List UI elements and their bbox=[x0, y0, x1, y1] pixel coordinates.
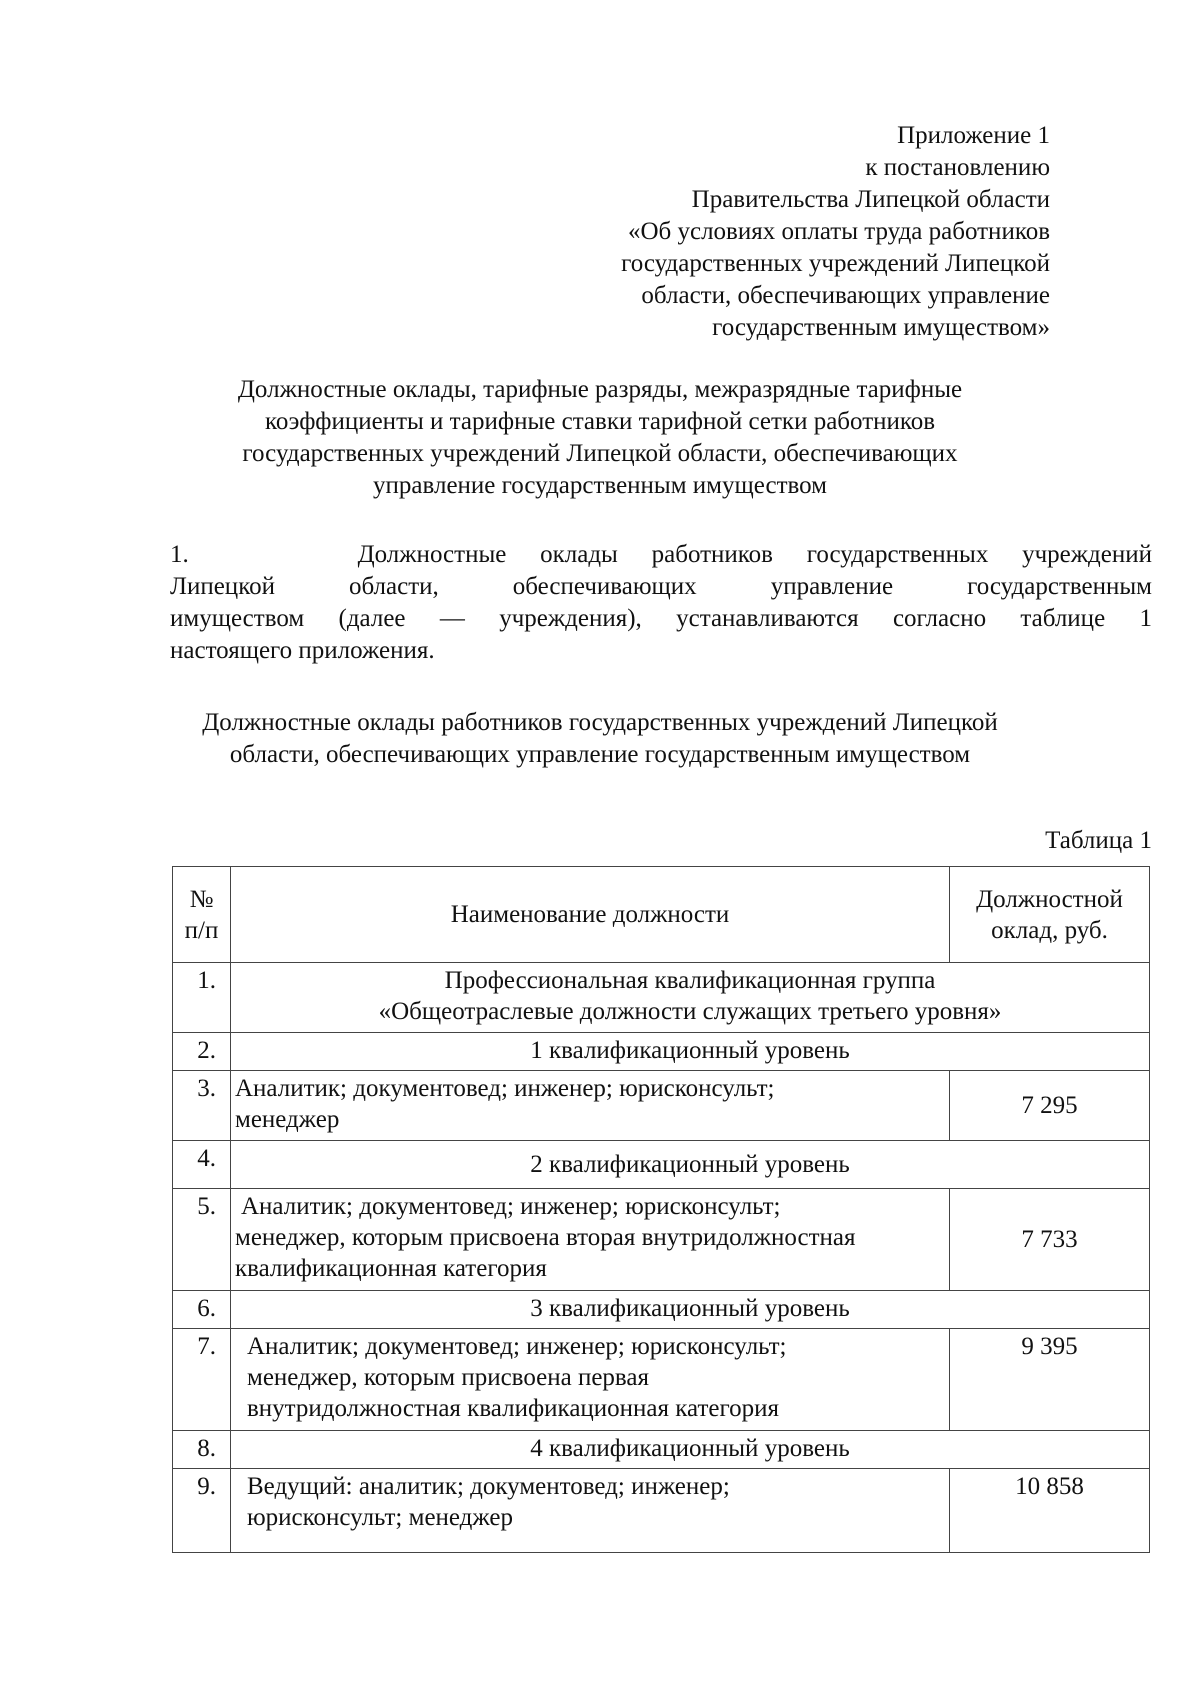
row-number: 4. bbox=[173, 1141, 231, 1189]
table-row bbox=[173, 963, 1150, 1033]
table-row bbox=[173, 1329, 1150, 1431]
position-cell bbox=[231, 1329, 950, 1431]
header-num bbox=[173, 867, 231, 963]
paragraph-line: настоящего приложения. bbox=[170, 637, 435, 664]
table-label: Таблица 1 bbox=[1045, 827, 1152, 854]
header-num-line: п/п bbox=[184, 916, 219, 944]
position-line: Аналитик; документовед; инженер; юрисконсульт; bbox=[235, 1075, 775, 1102]
paragraph-1 bbox=[170, 539, 1152, 667]
position-line: Аналитик; документовед; инженер; юрисконсульт; bbox=[241, 1193, 781, 1220]
position-line: юрисконсульт; менеджер bbox=[247, 1504, 513, 1531]
header-num-line: № bbox=[189, 885, 214, 913]
group-cell bbox=[231, 963, 1150, 1033]
table-row bbox=[173, 1033, 1150, 1071]
row-number: 3. bbox=[173, 1071, 231, 1141]
position-cell bbox=[231, 1469, 950, 1553]
row-number: 6. bbox=[173, 1291, 231, 1329]
table-row bbox=[173, 1141, 1150, 1189]
appendix-line: «Об условиях оплаты труда работников bbox=[627, 218, 1050, 245]
table-row bbox=[173, 1469, 1150, 1553]
level-cell: 3 квалификационный уровень bbox=[231, 1291, 1150, 1329]
position-line: менеджер, которым присвоена вторая внутридолжностная bbox=[235, 1224, 856, 1251]
table-row bbox=[173, 1071, 1150, 1141]
title-line: коэффициенты и тарифные ставки тарифной сетки работников bbox=[264, 408, 936, 435]
group-line: Профессиональная квалификационная группа bbox=[444, 967, 936, 994]
appendix-line: Приложение 1 bbox=[897, 122, 1050, 149]
row-number: 7. bbox=[173, 1329, 231, 1431]
salary-cell: 7 295 bbox=[950, 1071, 1150, 1141]
title-line: управление государственным имуществом bbox=[373, 472, 827, 499]
position-line: квалификационная категория bbox=[235, 1255, 547, 1282]
salary-cell: 7 733 bbox=[950, 1189, 1150, 1291]
level-cell: 1 квалификационный уровень bbox=[231, 1033, 1150, 1071]
paragraph-line: имуществом (далее — учреждения), устанавливаются согласно таблице 1 bbox=[170, 605, 1152, 632]
position-line: менеджер bbox=[235, 1106, 340, 1133]
appendix-line: государственным имуществом» bbox=[712, 314, 1050, 341]
paragraph-line: Липецкой области, обеспечивающих управление государственным bbox=[170, 573, 1152, 600]
appendix-line: государственных учреждений Липецкой bbox=[621, 250, 1050, 277]
header-name: Наименование должности bbox=[231, 867, 950, 963]
row-number: 2. bbox=[173, 1033, 231, 1071]
caption-line: Должностные оклады работников государственных учреждений Липецкой bbox=[202, 709, 998, 736]
document-title bbox=[170, 374, 1030, 502]
level-cell: 2 квалификационный уровень bbox=[231, 1141, 1150, 1189]
row-number: 8. bbox=[173, 1431, 231, 1469]
group-line: «Общеотраслевые должности служащих третьего уровня» bbox=[378, 998, 1002, 1025]
paragraph-line: 1. Должностные оклады работников государственных учреждений bbox=[170, 541, 1152, 568]
position-line: Ведущий: аналитик; документовед; инженер; bbox=[247, 1473, 730, 1500]
salary-table bbox=[172, 866, 1150, 1553]
title-line: Должностные оклады, тарифные разряды, межразрядные тарифные bbox=[237, 376, 963, 403]
row-number: 9. bbox=[173, 1469, 231, 1553]
table-row bbox=[173, 1291, 1150, 1329]
caption-line: области, обеспечивающих управление государственным имуществом bbox=[229, 741, 971, 768]
salary-cell: 10 858 bbox=[950, 1469, 1150, 1553]
position-line: Аналитик; документовед; инженер; юрисконсульт; bbox=[247, 1333, 787, 1360]
level-cell: 4 квалификационный уровень bbox=[231, 1431, 1150, 1469]
table-header-row bbox=[173, 867, 1150, 963]
position-line: менеджер, которым присвоена первая bbox=[247, 1364, 649, 1391]
position-cell bbox=[231, 1189, 950, 1291]
salary-cell: 9 395 bbox=[950, 1329, 1150, 1431]
header-salary-line: оклад, руб. bbox=[991, 916, 1108, 944]
title-line: государственных учреждений Липецкой области, обеспечивающих bbox=[242, 440, 958, 467]
table-caption bbox=[170, 707, 1030, 771]
appendix-header bbox=[450, 120, 1050, 344]
appendix-line: к постановлению bbox=[865, 154, 1050, 181]
row-number: 1. bbox=[173, 963, 231, 1033]
appendix-line: Правительства Липецкой области bbox=[691, 186, 1050, 213]
position-line: внутридолжностная квалификационная категория bbox=[247, 1395, 780, 1422]
appendix-line: области, обеспечивающих управление bbox=[641, 282, 1050, 309]
table-row bbox=[173, 1431, 1150, 1469]
header-salary-line: Должностной bbox=[976, 885, 1123, 913]
header-salary bbox=[950, 867, 1150, 963]
table-row bbox=[173, 1189, 1150, 1291]
row-number: 5. bbox=[173, 1189, 231, 1291]
position-cell bbox=[231, 1071, 950, 1141]
